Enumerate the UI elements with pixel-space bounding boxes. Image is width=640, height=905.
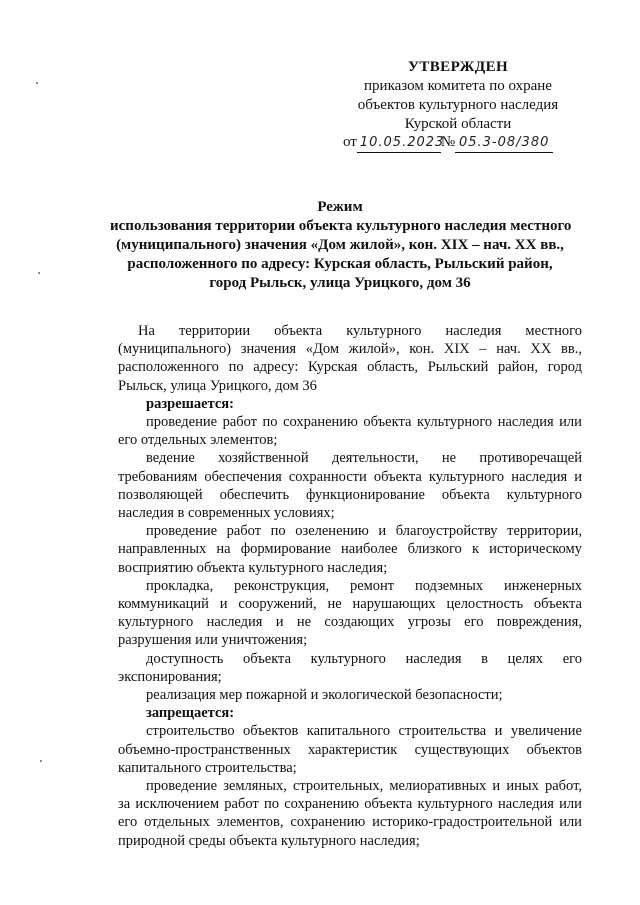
- word: «Дом: [305, 341, 340, 358]
- word: культурного: [416, 414, 493, 431]
- heading-line-4: город Рыльск, улица Урицкого, дом 36: [209, 275, 471, 291]
- word: характеристик: [307, 741, 398, 758]
- word: (муниципального): [118, 341, 232, 358]
- word: наследия: [206, 614, 263, 631]
- forbidden-item-line: [118, 813, 582, 831]
- order-date-number-line: [343, 133, 583, 153]
- word: значения: [240, 341, 297, 358]
- word: по: [263, 796, 279, 813]
- word: и: [492, 778, 501, 795]
- allowed-label: разрешается:: [146, 395, 234, 412]
- forbidden-item-line: природной среды объекта культурного наследия;: [118, 832, 420, 849]
- word: по: [262, 414, 278, 431]
- word: XX: [530, 341, 552, 358]
- word: объектов: [243, 723, 299, 740]
- approval-title: УТВЕРЖДЕН: [407, 59, 509, 75]
- word: наследия: [445, 323, 502, 339]
- word: объекта: [441, 486, 490, 503]
- word: близкого: [407, 541, 462, 558]
- word: кон.: [409, 341, 435, 358]
- word: объекта: [364, 796, 413, 813]
- word: его: [562, 650, 582, 667]
- allowed-item-line: [118, 613, 582, 631]
- forbidden-item-line: [118, 777, 582, 795]
- word: благоустройству: [395, 523, 498, 540]
- allowed-item-line: наследия в современных условиях;: [118, 505, 335, 522]
- word: целостность: [446, 596, 524, 613]
- word: существующих: [414, 741, 510, 758]
- word: исключением: [135, 796, 220, 813]
- word: объекта: [533, 596, 582, 613]
- word: создающих: [324, 614, 395, 631]
- word: город: [547, 359, 582, 376]
- word: не: [441, 450, 457, 467]
- word: обеспечить: [219, 486, 290, 503]
- word: в: [481, 650, 489, 667]
- allowed-item-line: [118, 577, 582, 595]
- word: его: [118, 814, 138, 831]
- number-prefix: №: [440, 134, 456, 150]
- forbidden-item-line: [118, 722, 582, 740]
- word: или: [559, 414, 582, 431]
- word: проведение: [146, 414, 218, 431]
- word: сохранению: [290, 814, 366, 831]
- word: обеспечения: [204, 468, 282, 485]
- word: за: [118, 796, 131, 813]
- word: работ: [224, 796, 259, 813]
- word: историко-градостроительной: [372, 814, 553, 831]
- word: строительство: [146, 723, 235, 740]
- word: адресу:: [253, 359, 299, 376]
- word: сохранности: [288, 468, 367, 485]
- word: работ: [222, 414, 258, 431]
- word: Рыльский: [427, 359, 489, 376]
- word: и: [275, 614, 284, 631]
- word: нач.: [496, 341, 521, 358]
- word: культурного: [506, 486, 582, 503]
- allowed-item-line: реализация мер пожарной и экологической безопасности;: [146, 687, 503, 704]
- allowed-item-line: разрушения или уничтожения;: [118, 632, 308, 649]
- word: наследия: [405, 650, 462, 667]
- heading-line-3: расположенного по адресу: Курская область, Рыльский район,: [127, 256, 553, 272]
- handwritten-date: 10.05.2023: [357, 133, 441, 153]
- word: подземных: [414, 577, 484, 594]
- word: сохранению: [283, 414, 358, 431]
- allowed-item-line: [118, 540, 582, 558]
- allowed-item-line: его отдельных элементов;: [118, 432, 278, 449]
- word: и: [494, 723, 503, 740]
- word: культурного: [428, 468, 505, 485]
- allowed-item-line: [118, 650, 582, 668]
- word: отдельных: [144, 814, 210, 831]
- word: формирование: [240, 541, 331, 558]
- word: по: [270, 523, 286, 540]
- word: или: [559, 814, 582, 831]
- word: капитального: [306, 723, 391, 740]
- word: направленных: [118, 541, 207, 558]
- word: проведение: [146, 778, 218, 795]
- word: сохранению: [284, 796, 360, 813]
- heading-line-1: использования территории объекта культурного наследия местного: [110, 218, 572, 234]
- forbidden-item-line: [118, 741, 582, 759]
- word: и: [219, 596, 228, 613]
- word: объекта: [243, 650, 292, 667]
- word: прокладка,: [146, 577, 214, 594]
- word: XIX: [443, 341, 470, 358]
- word: нарушающих: [352, 596, 436, 613]
- word: его: [464, 614, 484, 631]
- word: ремонт: [349, 577, 395, 594]
- word: расположенного: [118, 359, 219, 376]
- word: наследия: [497, 414, 554, 431]
- handwritten-number: 05.3-08/380: [455, 133, 553, 153]
- word: строительных,: [292, 778, 384, 795]
- word: угрозы: [407, 614, 451, 631]
- word: мелиоративных: [389, 778, 487, 795]
- word: ведение: [146, 450, 195, 467]
- word: вв.,: [561, 341, 582, 358]
- word: проведение: [146, 523, 218, 540]
- word: не: [296, 614, 312, 631]
- word: культурного: [118, 614, 194, 631]
- word: иных: [506, 778, 539, 795]
- allowed-item-line: [118, 449, 582, 467]
- approval-block: [338, 58, 578, 134]
- word: жилой»,: [348, 341, 400, 358]
- word: деятельности,: [331, 450, 419, 467]
- word: или: [559, 796, 582, 813]
- intro-line: [118, 358, 582, 376]
- document-body: [118, 322, 582, 850]
- word: объектов: [526, 741, 582, 758]
- word: хозяйственной: [218, 450, 309, 467]
- word: культурного: [346, 323, 422, 339]
- word: к: [471, 541, 479, 558]
- allowed-item-line: восприятию объекта культурного наследия;: [118, 559, 388, 576]
- word: и: [574, 468, 582, 485]
- allowed-item-line: экспонирования;: [118, 668, 222, 685]
- word: повреждения,: [496, 614, 582, 631]
- word: противоречащей: [479, 450, 582, 467]
- scan-speck: [36, 82, 38, 84]
- word: наследия: [511, 468, 568, 485]
- allowed-item-line: [118, 595, 582, 613]
- word: требованиям: [118, 468, 198, 485]
- allowed-item-line: [118, 413, 582, 431]
- word: объекта: [274, 323, 323, 339]
- word: элементов,: [216, 814, 284, 831]
- approval-line-1: приказом комитета по охране: [364, 78, 552, 94]
- intro-line: [118, 322, 582, 340]
- word: по: [228, 359, 244, 376]
- allowed-item-line: [118, 486, 582, 504]
- intro-line: [118, 340, 582, 358]
- word: местного: [525, 323, 582, 339]
- document-heading: [110, 198, 570, 293]
- word: На: [138, 323, 155, 339]
- word: Курская: [308, 359, 358, 376]
- word: на: [216, 541, 231, 558]
- word: работ: [226, 523, 262, 540]
- word: коммуникаций: [118, 596, 209, 613]
- word: увеличение: [510, 723, 582, 740]
- allowed-item-line: [118, 522, 582, 540]
- word: территории,: [507, 523, 582, 540]
- word: культурного: [310, 650, 386, 667]
- word: не: [327, 596, 342, 613]
- forbidden-label: запрещается:: [146, 705, 235, 722]
- heading-title: Режим: [317, 199, 363, 215]
- approval-line-2: объектов культурного наследия: [357, 97, 559, 113]
- word: территории: [178, 323, 251, 339]
- word: целях: [507, 650, 544, 667]
- scan-speck: [38, 272, 40, 274]
- word: объекта: [373, 468, 422, 485]
- word: сооружений,: [238, 596, 317, 613]
- word: функционирование: [305, 486, 425, 503]
- word: позволяющей: [118, 486, 203, 503]
- word: доступность: [146, 650, 224, 667]
- word: работ,: [544, 778, 582, 795]
- word: объекта: [363, 414, 412, 431]
- word: инженерных: [503, 577, 582, 594]
- scan-speck: [40, 760, 42, 762]
- word: –: [479, 341, 487, 358]
- approval-line-3: Курской области: [404, 116, 512, 132]
- word: объемно-пространственных: [118, 741, 291, 758]
- word: историческому: [489, 541, 582, 558]
- word: район,: [497, 359, 539, 376]
- word: культурного: [417, 796, 493, 813]
- word: озеленению: [295, 523, 369, 540]
- word: и: [378, 523, 387, 540]
- word: наиболее: [341, 541, 398, 558]
- intro-line: Рыльск, улица Урицкого, дом 36: [118, 377, 317, 394]
- forbidden-item-line: [118, 795, 582, 813]
- heading-line-2: (муниципального) значения «Дом жилой», кон. XIX – нач. XX вв.,: [116, 237, 564, 253]
- forbidden-item-line: капитального строительства;: [118, 759, 297, 776]
- word: область,: [367, 359, 419, 376]
- word: наследия: [498, 796, 554, 813]
- word: земляных,: [223, 778, 287, 795]
- date-prefix: от: [343, 134, 357, 150]
- word: строительства: [398, 723, 487, 740]
- allowed-item-line: [118, 468, 582, 486]
- word: реконструкция,: [234, 577, 330, 594]
